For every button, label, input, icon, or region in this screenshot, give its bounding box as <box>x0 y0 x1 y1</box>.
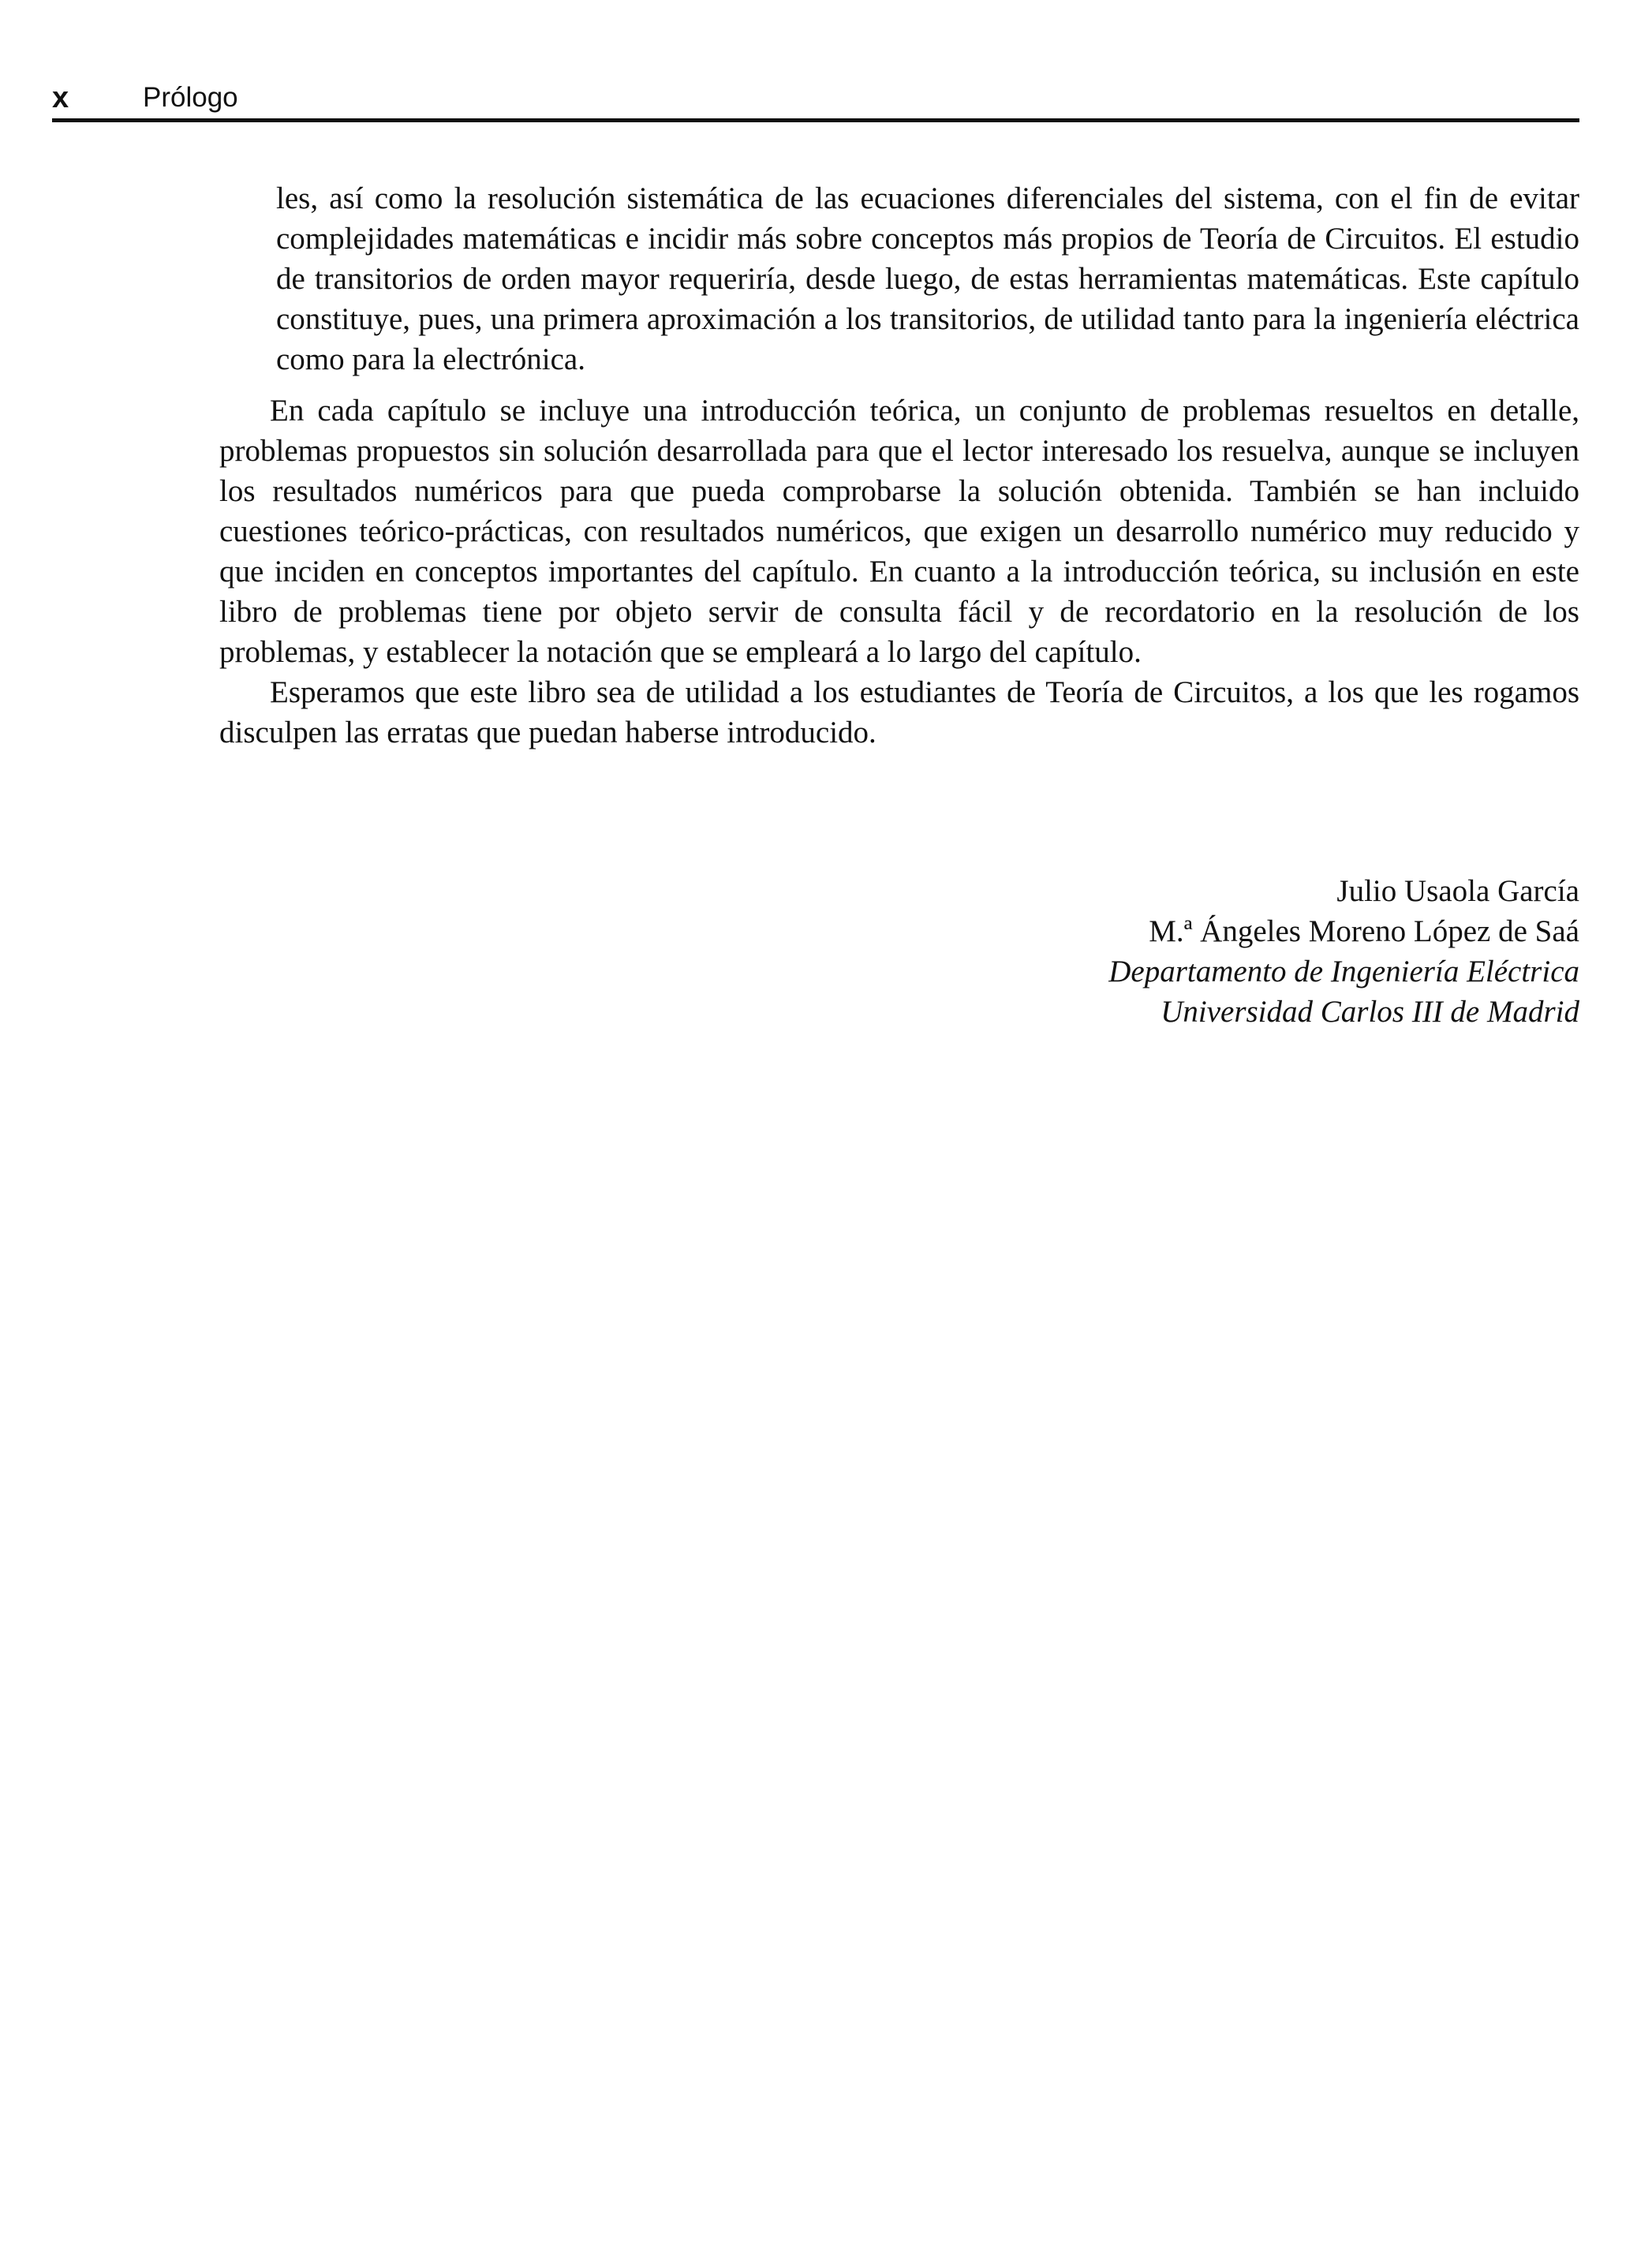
body-text <box>219 178 1579 753</box>
paragraph-closing: Esperamos que este libro sea de utilidad a los estudiantes de Teoría de Circuitos, a los que les rogamos disculpen las erratas que puedan haberse introducido. <box>219 675 1579 749</box>
header-rule <box>52 118 1579 122</box>
running-head <box>52 77 1579 118</box>
author-name: M.ª Ángeles Moreno López de Saá <box>1149 914 1579 948</box>
university-name: Universidad Carlos III de Madrid <box>1161 995 1579 1029</box>
signature-block <box>1108 871 1579 1032</box>
paragraph-chapter-structure: En cada capítulo se incluye una introducción teórica, un conjunto de problemas resueltos en detalle, problemas propuestos sin solución desarrollada para que el lector interesado los resuelva, aunque se incluyen los resultados numéricos para que pueda comprobarse la solución obtenida. También se han incluido cuestiones teórico-prácticas, con resultados numéricos, que exigen un desarrollo numérico muy reducido y que inciden en conceptos importantes del capítulo. En cuanto a la introducción teórica, su inclusión en este libro de problemas tiene por objeto servir de consulta fácil y de recordatorio en la resolución de los problemas, y establecer la notación que se empleará a lo largo del capítulo. <box>219 394 1579 669</box>
paragraph-continued: les, así como la resolución sistemática de las ecuaciones diferenciales del sistema, con el fin de evitar complejidades matemáticas e incidir más sobre conceptos más propios de Teoría de Circuitos. El estudio de transitorios de orden mayor requeriría, desde luego, de estas herramientas matemáticas. Este capítulo constituye, pues, una primera aproximación a los transitorios, de utilidad tanto para la ingeniería eléctrica como para la electrónica. <box>276 181 1579 376</box>
page-number: x <box>52 81 69 114</box>
chapter-title: Prólogo <box>143 82 238 113</box>
department-name: Departamento de Ingeniería Eléctrica <box>1108 955 1579 988</box>
author-name: Julio Usaola García <box>1336 874 1579 908</box>
